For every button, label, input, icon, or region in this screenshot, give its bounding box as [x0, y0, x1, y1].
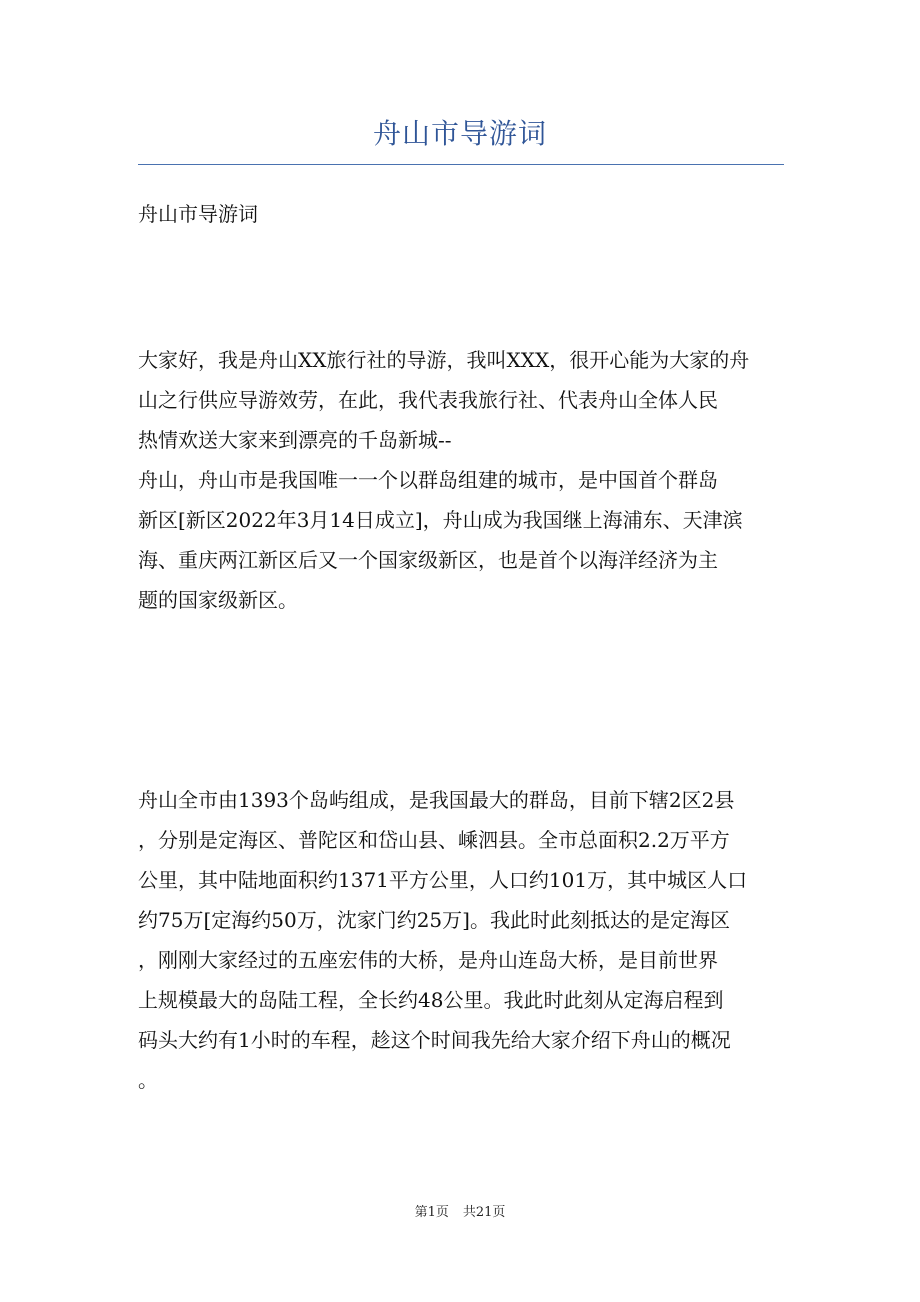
- document-title: 舟山市导游词: [372, 117, 547, 150]
- text-line: 热情欢送大家来到漂亮的千岛新城--: [138, 428, 452, 452]
- text-line: 约75万[定海约50万，沈家门约25万]。我此时此刻抵达的是定海区: [138, 908, 730, 932]
- text-line: 山之行供应导游效劳，在此，我代表我旅行社、代表舟山全体人民: [138, 388, 718, 412]
- paragraph-intro: [138, 340, 788, 620]
- text-line: 海、重庆两江新区后又一个国家级新区，也是首个以海洋经济为主: [138, 548, 718, 572]
- text-line: 大家好，我是舟山XX旅行社的导游，我叫XXX，很开心能为大家的舟: [138, 348, 750, 372]
- title-divider: [138, 164, 784, 165]
- page-footer: [0, 1203, 920, 1223]
- text-line: ，刚刚大家经过的五座宏伟的大桥，是舟山连岛大桥，是目前世界: [138, 948, 718, 972]
- text-line: 题的国家级新区。: [138, 588, 298, 612]
- paragraph-overview: [138, 780, 788, 1100]
- text-line: 公里，其中陆地面积约1371平方公里，人口约101万，其中城区人口: [138, 868, 748, 892]
- page-total: 共21页: [462, 1205, 506, 1220]
- text-line: 舟山全市由1393个岛屿组成，是我国最大的群岛，目前下辖2区2县: [138, 788, 735, 812]
- text-line: 。: [138, 1068, 158, 1092]
- text-line: ，分别是定海区、普陀区和岱山县、嵊泗县。全市总面积2.2万平方: [138, 828, 730, 852]
- page-number: 第1页: [414, 1205, 449, 1220]
- text-line: 新区[新区2022年3月14日成立]，舟山成为我国继上海浦东、天津滨: [138, 508, 743, 532]
- text-line: 上规模最大的岛陆工程，全长约48公里。我此时此刻从定海启程到: [138, 988, 724, 1012]
- text-line: 舟山，舟山市是我国唯一一个以群岛组建的城市，是中国首个群岛: [138, 468, 718, 492]
- text-line: 码头大约有1小时的车程，趁这个时间我先给大家介绍下舟山的概况: [138, 1028, 731, 1052]
- document-subtitle: 舟山市导游词: [138, 202, 258, 226]
